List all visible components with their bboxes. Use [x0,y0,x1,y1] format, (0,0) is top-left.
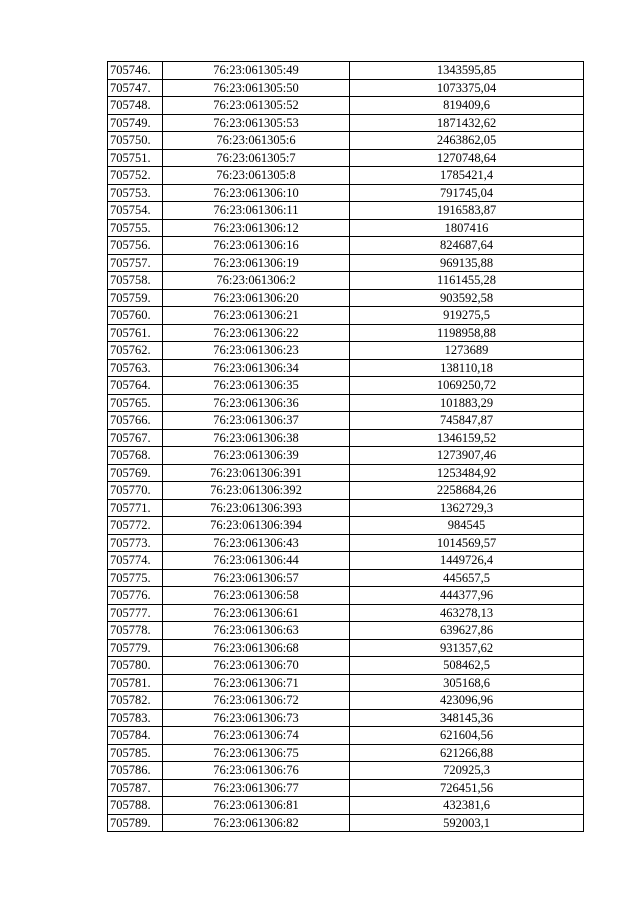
table-row [108,709,584,727]
cadastral-number-cell: 76:23:061306:19 [163,254,350,272]
cadastral-value-cell: 1871432,62 [350,114,584,132]
cadastral-value-cell: 1449726,4 [350,552,584,570]
cadastral-number-cell: 76:23:061306:72 [163,692,350,710]
row-number-cell: 705773. [108,534,163,552]
row-number-cell: 705764. [108,377,163,395]
table-row [108,342,584,360]
row-number-cell: 705766. [108,412,163,430]
table-row [108,797,584,815]
row-number-cell: 705779. [108,639,163,657]
cadastral-value-cell: 445657,5 [350,569,584,587]
cadastral-number-cell: 76:23:061306:10 [163,184,350,202]
table-row [108,622,584,640]
table-row [108,587,584,605]
cadastral-number-cell: 76:23:061306:22 [163,324,350,342]
cadastral-value-cell: 720925,3 [350,762,584,780]
row-number-cell: 705781. [108,674,163,692]
cadastral-value-cell: 101883,29 [350,394,584,412]
cadastral-value-cell: 1785421,4 [350,167,584,185]
cadastral-number-cell: 76:23:061306:70 [163,657,350,675]
cadastral-value-cell: 305168,6 [350,674,584,692]
table-row [108,517,584,535]
table-row [108,744,584,762]
cadastral-number-cell: 76:23:061306:21 [163,307,350,325]
cadastral-value-cell: 444377,96 [350,587,584,605]
cadastral-value-cell: 1343595,85 [350,62,584,80]
row-number-cell: 705761. [108,324,163,342]
table-row [108,377,584,395]
cadastral-value-cell: 592003,1 [350,814,584,832]
cadastral-number-cell: 76:23:061306:82 [163,814,350,832]
table-row [108,202,584,220]
row-number-cell: 705749. [108,114,163,132]
table-row [108,412,584,430]
cadastral-value-cell: 2258684,26 [350,482,584,500]
cadastral-number-cell: 76:23:061306:36 [163,394,350,412]
cadastral-value-cell: 726451,56 [350,779,584,797]
table-row [108,394,584,412]
row-number-cell: 705784. [108,727,163,745]
table-row [108,184,584,202]
row-number-cell: 705756. [108,237,163,255]
table-row [108,657,584,675]
table-row [108,482,584,500]
row-number-cell: 705759. [108,289,163,307]
cadastral-number-cell: 76:23:061306:57 [163,569,350,587]
cadastral-number-cell: 76:23:061305:7 [163,149,350,167]
table-body [108,62,584,832]
row-number-cell: 705787. [108,779,163,797]
cadastral-value-cell: 1198958,88 [350,324,584,342]
cadastral-value-cell: 903592,58 [350,289,584,307]
cadastral-value-cell: 423096,96 [350,692,584,710]
table-row [108,272,584,290]
row-number-cell: 705769. [108,464,163,482]
row-number-cell: 705750. [108,132,163,150]
table-row [108,429,584,447]
table-row [108,534,584,552]
table-row [108,324,584,342]
cadastral-number-cell: 76:23:061306:20 [163,289,350,307]
cadastral-value-cell: 931357,62 [350,639,584,657]
cadastral-value-cell: 2463862,05 [350,132,584,150]
table-row [108,447,584,465]
cadastral-value-cell: 463278,13 [350,604,584,622]
table-row [108,762,584,780]
cadastral-value-cell: 432381,6 [350,797,584,815]
cadastral-number-cell: 76:23:061306:11 [163,202,350,220]
table-row [108,254,584,272]
table-row [108,307,584,325]
row-number-cell: 705770. [108,482,163,500]
table-row [108,359,584,377]
table-row [108,62,584,80]
cadastral-number-cell: 76:23:061306:39 [163,447,350,465]
table-row [108,237,584,255]
cadastral-number-cell: 76:23:061306:392 [163,482,350,500]
row-number-cell: 705751. [108,149,163,167]
row-number-cell: 705774. [108,552,163,570]
row-number-cell: 705772. [108,517,163,535]
table-row [108,674,584,692]
cadastral-value-cell: 1273689 [350,342,584,360]
cadastral-number-cell: 76:23:061306:63 [163,622,350,640]
row-number-cell: 705767. [108,429,163,447]
cadastral-number-cell: 76:23:061305:50 [163,79,350,97]
table-row [108,779,584,797]
table-row [108,569,584,587]
row-number-cell: 705778. [108,622,163,640]
cadastral-value-table [107,61,584,832]
cadastral-number-cell: 76:23:061306:394 [163,517,350,535]
row-number-cell: 705776. [108,587,163,605]
cadastral-value-cell: 745847,87 [350,412,584,430]
cadastral-number-cell: 76:23:061306:44 [163,552,350,570]
row-number-cell: 705775. [108,569,163,587]
cadastral-number-cell: 76:23:061306:61 [163,604,350,622]
table-row [108,114,584,132]
table-row [108,132,584,150]
table-row [108,727,584,745]
cadastral-number-cell: 76:23:061306:12 [163,219,350,237]
table-row [108,219,584,237]
cadastral-value-cell: 621266,88 [350,744,584,762]
row-number-cell: 705783. [108,709,163,727]
cadastral-number-cell: 76:23:061305:8 [163,167,350,185]
cadastral-value-cell: 621604,56 [350,727,584,745]
cadastral-value-cell: 1069250,72 [350,377,584,395]
cadastral-value-cell: 1807416 [350,219,584,237]
row-number-cell: 705757. [108,254,163,272]
cadastral-number-cell: 76:23:061306:77 [163,779,350,797]
table-row [108,79,584,97]
row-number-cell: 705786. [108,762,163,780]
row-number-cell: 705763. [108,359,163,377]
row-number-cell: 705785. [108,744,163,762]
cadastral-number-cell: 76:23:061306:391 [163,464,350,482]
cadastral-value-cell: 791745,04 [350,184,584,202]
cadastral-value-cell: 1253484,92 [350,464,584,482]
table-row [108,97,584,115]
table-row [108,692,584,710]
cadastral-number-cell: 76:23:061306:38 [163,429,350,447]
cadastral-number-cell: 76:23:061306:23 [163,342,350,360]
table-row [108,552,584,570]
table-row [108,167,584,185]
cadastral-number-cell: 76:23:061306:43 [163,534,350,552]
cadastral-number-cell: 76:23:061306:2 [163,272,350,290]
row-number-cell: 705754. [108,202,163,220]
table-row [108,464,584,482]
cadastral-number-cell: 76:23:061306:81 [163,797,350,815]
row-number-cell: 705758. [108,272,163,290]
cadastral-number-cell: 76:23:061305:6 [163,132,350,150]
cadastral-value-cell: 639627,86 [350,622,584,640]
cadastral-value-cell: 919275,5 [350,307,584,325]
row-number-cell: 705747. [108,79,163,97]
cadastral-number-cell: 76:23:061306:16 [163,237,350,255]
row-number-cell: 705746. [108,62,163,80]
row-number-cell: 705782. [108,692,163,710]
cadastral-number-cell: 76:23:061306:71 [163,674,350,692]
cadastral-value-cell: 1362729,3 [350,499,584,517]
cadastral-value-cell: 1073375,04 [350,79,584,97]
cadastral-number-cell: 76:23:061306:74 [163,727,350,745]
cadastral-number-cell: 76:23:061306:393 [163,499,350,517]
row-number-cell: 705762. [108,342,163,360]
row-number-cell: 705788. [108,797,163,815]
row-number-cell: 705753. [108,184,163,202]
cadastral-number-cell: 76:23:061305:52 [163,97,350,115]
cadastral-number-cell: 76:23:061306:73 [163,709,350,727]
cadastral-value-cell: 824687,64 [350,237,584,255]
cadastral-value-cell: 1346159,52 [350,429,584,447]
row-number-cell: 705780. [108,657,163,675]
cadastral-number-cell: 76:23:061306:34 [163,359,350,377]
row-number-cell: 705755. [108,219,163,237]
cadastral-value-cell: 1014569,57 [350,534,584,552]
cadastral-number-cell: 76:23:061306:76 [163,762,350,780]
row-number-cell: 705752. [108,167,163,185]
table-row [108,604,584,622]
cadastral-value-cell: 1273907,46 [350,447,584,465]
cadastral-value-cell: 819409,6 [350,97,584,115]
row-number-cell: 705777. [108,604,163,622]
cadastral-number-cell: 76:23:061305:53 [163,114,350,132]
cadastral-number-cell: 76:23:061306:68 [163,639,350,657]
cadastral-number-cell: 76:23:061306:35 [163,377,350,395]
cadastral-value-cell: 1270748,64 [350,149,584,167]
row-number-cell: 705789. [108,814,163,832]
cadastral-value-cell: 138110,18 [350,359,584,377]
cadastral-value-cell: 969135,88 [350,254,584,272]
table-row [108,639,584,657]
cadastral-number-cell: 76:23:061306:58 [163,587,350,605]
cadastral-number-cell: 76:23:061306:37 [163,412,350,430]
cadastral-value-cell: 1161455,28 [350,272,584,290]
row-number-cell: 705748. [108,97,163,115]
row-number-cell: 705768. [108,447,163,465]
cadastral-value-cell: 1916583,87 [350,202,584,220]
table-row [108,499,584,517]
row-number-cell: 705765. [108,394,163,412]
cadastral-value-cell: 984545 [350,517,584,535]
table-row [108,814,584,832]
row-number-cell: 705760. [108,307,163,325]
row-number-cell: 705771. [108,499,163,517]
cadastral-value-cell: 508462,5 [350,657,584,675]
cadastral-value-cell: 348145,36 [350,709,584,727]
table-row [108,289,584,307]
cadastral-number-cell: 76:23:061305:49 [163,62,350,80]
cadastral-number-cell: 76:23:061306:75 [163,744,350,762]
table-row [108,149,584,167]
